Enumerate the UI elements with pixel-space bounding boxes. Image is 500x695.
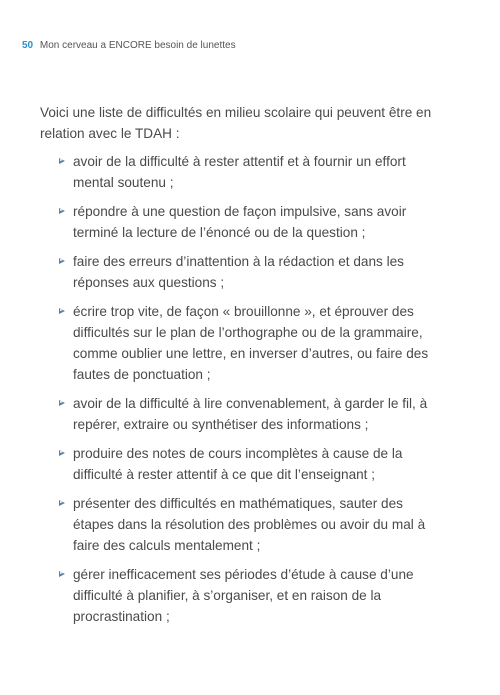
list-item-text: répondre à une question de façon impulsive, sans avoir terminé la lecture de l’énoncé ou de la question ; xyxy=(73,204,407,240)
list-item xyxy=(40,564,440,627)
list-item xyxy=(40,151,440,193)
list-item xyxy=(40,301,440,385)
list-item-text: gérer inefficacement ses périodes d’étude à cause d’une difficulté à planifier, à s’organiser, et en raison de la procrastination ; xyxy=(73,567,414,624)
triangle-bullet-icon xyxy=(59,500,65,506)
triangle-bullet-icon xyxy=(59,571,65,577)
page-number: 50 xyxy=(22,40,34,51)
list-item xyxy=(40,443,440,485)
difficulties-list xyxy=(40,151,440,635)
list-item xyxy=(40,493,440,556)
triangle-bullet-icon xyxy=(59,400,65,406)
list-item-text: produire des notes de cours incomplètes à cause de la difficulté à rester attentif à ce que dit l’enseignant ; xyxy=(73,446,403,482)
triangle-bullet-icon xyxy=(59,158,65,164)
list-item-text: présenter des difficultés en mathématiques, sauter des étapes dans la résolution des problèmes ou avoir du mal à faire des calculs mentalement ; xyxy=(73,496,426,553)
list-item xyxy=(40,251,440,293)
list-item xyxy=(40,393,440,435)
list-item-text: faire des erreurs d’inattention à la rédaction et dans les réponses aux questions ; xyxy=(73,254,404,290)
running-title: Mon cerveau a ENCORE besoin de lunettes xyxy=(39,40,236,51)
list-item-text: avoir de la difficulté à lire convenablement, à garder le fil, à repérer, extraire ou synthétiser des informations ; xyxy=(73,396,428,432)
running-head xyxy=(22,40,236,52)
list-item xyxy=(40,201,440,243)
triangle-bullet-icon xyxy=(59,258,65,264)
intro-paragraph: Voici une liste de difficultés en milieu scolaire qui peuvent être en relation avec le TDAH : xyxy=(40,105,432,141)
list-item-text: écrire trop vite, de façon « brouillonne », et éprouver des difficultés sur le plan de l’orthographe ou de la grammaire, comme oublier une lettre, en inverser d’autres, ou faire des fautes de ponctuation ; xyxy=(73,304,429,382)
triangle-bullet-icon xyxy=(59,450,65,456)
list-item-text: avoir de la difficulté à rester attentif et à fournir un effort mental soutenu ; xyxy=(73,154,406,190)
triangle-bullet-icon xyxy=(59,308,65,314)
triangle-bullet-icon xyxy=(59,208,65,214)
